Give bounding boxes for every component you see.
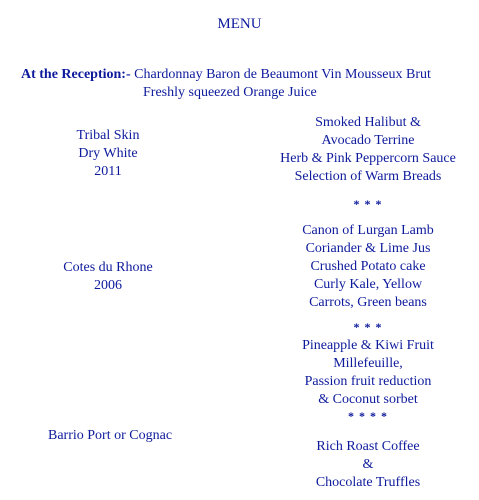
course-line: & [362,457,374,472]
wine-line: 2011 [94,164,122,179]
course-line: Herb & Pink Peppercorn Sauce [280,151,456,166]
reception-label: At the Reception:- [21,67,131,82]
course-line: Passion fruit reduction [304,374,432,389]
reception-sparkling-wine: Chardonnay Baron de Beaumont Vin Mousseux Brut [134,67,431,82]
wine-pairing-2 [20,259,196,295]
wine-line: 2006 [94,278,122,293]
course-line: Chocolate Truffles [315,475,421,490]
course-line: Crushed Potato cake [310,259,426,274]
course-separator: * * * [353,197,383,211]
menu-title: MENU [217,16,262,32]
wine-line: Dry White [78,146,138,161]
course-coffee [238,438,479,492]
course-line: Rich Roast Coffee [316,439,420,454]
wine-pairing-1 [20,127,196,181]
wine-line: Cotes du Rhone [63,260,153,275]
course-dessert [238,337,479,409]
course-separator: * * * * [348,409,388,423]
course-starter [238,114,479,186]
reception-line-1 [21,66,431,84]
course-line: & Coconut sorbet [318,392,418,407]
course-line: Carrots, Green beans [309,295,427,310]
course-line: Curly Kale, Yellow [313,277,423,292]
course-main [238,222,479,312]
course-line: Canon of Lurgan Lamb [302,223,434,238]
wine-line: Tribal Skin [76,128,140,143]
course-line: Millefeuille, [333,356,403,371]
course-line: Selection of Warm Breads [294,169,442,184]
course-line: Pineapple & Kiwi Fruit [302,338,434,353]
course-line: Smoked Halibut & [315,115,421,130]
course-line: Avocado Terrine [321,133,415,148]
wine-pairing-3 [48,427,172,445]
reception-juice: Freshly squeezed Orange Juice [143,85,317,100]
course-line: Coriander & Lime Jus [305,241,431,256]
course-separator: * * * [353,320,383,334]
wine-line: Barrio Port or Cognac [48,428,173,443]
